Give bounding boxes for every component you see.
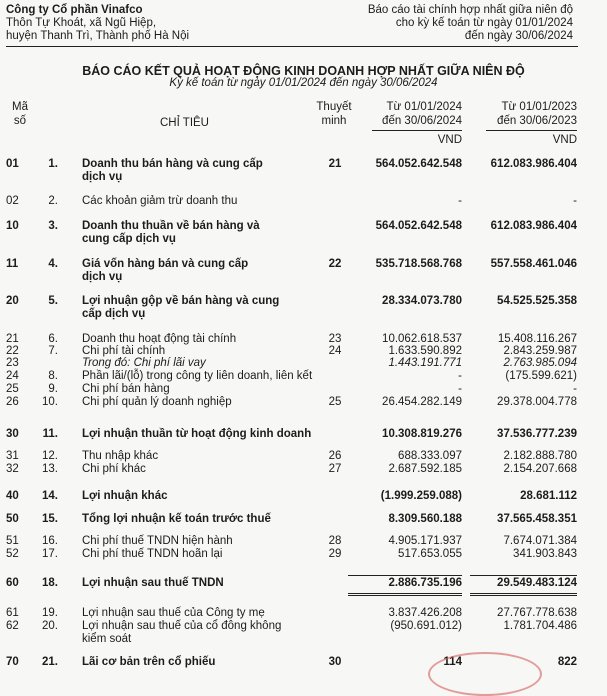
row-previous-value: 2.154.207.668 [503, 463, 577, 475]
row-description-line1: Chi phí thuế TNDN hoãn lại [82, 548, 223, 560]
row-previous-value: 29.378.004.778 [497, 396, 577, 408]
report-info [368, 4, 573, 43]
row-previous-value: 822 [557, 656, 577, 668]
row-code: 62 [6, 620, 19, 632]
row-current-value: 2.886.735.196 [388, 577, 462, 589]
row-current-value: 564.052.642.548 [375, 158, 462, 170]
col-code-line2: số [13, 115, 27, 127]
row-code: 21 [6, 333, 19, 345]
row-number: 10. [42, 396, 58, 408]
address-line-1: Thôn Tự Khoát, xã Ngũ Hiệp, [6, 17, 157, 29]
row-60-bottom-rule-previous [470, 593, 577, 596]
col-previous-header [476, 100, 577, 128]
col-current-header [362, 100, 462, 128]
row-description-line2: dịch vụ [82, 271, 123, 283]
row-current-value: 535.718.568.768 [375, 258, 462, 270]
row-description-line1: Tổng lợi nhuận kế toán trước thuế [82, 513, 271, 525]
company-stamp [428, 652, 542, 696]
row-code: 22 [6, 345, 19, 357]
report-title: BÁO CÁO KẾT QUẢ HOẠT ĐỘNG KINH DOANH HỢP NHẤT GIỮA NIÊN ĐỘ [82, 64, 525, 78]
row-description-line2: cấp dịch vụ [82, 308, 146, 320]
row-number: 9. [48, 383, 58, 395]
row-description [82, 357, 320, 370]
row-description [82, 450, 320, 463]
row-description [82, 158, 320, 184]
row-current-value: 10.062.618.537 [382, 333, 462, 345]
row-60-top-rule-current [348, 575, 462, 576]
row-code: 25 [6, 383, 19, 395]
row-note: 24 [328, 345, 342, 357]
row-description-line1: Lợi nhuận sau thuế của Công ty mẹ [82, 607, 265, 619]
row-description [82, 535, 320, 548]
row-number: 7. [48, 345, 58, 357]
row-number: 5. [48, 295, 58, 307]
row-description [82, 258, 320, 284]
row-number: 18. [42, 577, 58, 589]
row-code: 61 [6, 607, 19, 619]
col-previous-unit: VND [552, 134, 577, 146]
row-previous-value: - [573, 383, 577, 395]
row-number: 15. [42, 513, 58, 525]
row-description [82, 295, 320, 321]
col-current-unit: VND [437, 134, 462, 146]
col-current-line2: đến 30/06/2024 [382, 115, 462, 127]
row-60-top-rule-previous [470, 575, 577, 576]
row-previous-value: 612.083.986.404 [490, 220, 577, 232]
row-description-line1: Chi phí quản lý doanh nghiệp [82, 396, 232, 408]
row-previous-value: 612.083.986.404 [490, 158, 577, 170]
row-description [82, 513, 320, 526]
row-number: 6. [48, 333, 58, 345]
row-code: 01 [6, 158, 19, 170]
row-previous-value: - [573, 195, 577, 207]
row-description-line1: Phần lãi/(lỗ) trong công ty liên doanh, liên kết [82, 370, 313, 382]
row-number: 20. [42, 620, 58, 632]
row-description [82, 490, 320, 503]
row-previous-value: 7.674.071.384 [503, 535, 577, 547]
row-code: 51 [6, 535, 19, 547]
row-number: 19. [42, 607, 58, 619]
row-description-line1: Doanh thu hoạt động tài chính [82, 333, 237, 345]
row-current-value: 3.837.426.208 [388, 607, 462, 619]
row-description-line1: Chi phí khác [82, 463, 146, 475]
row-description-line1: Trong đó: Chi phí lãi vay [82, 357, 206, 369]
row-description-line1: Chi phí thuế TNDN hiện hành [82, 535, 233, 547]
row-code: 60 [6, 577, 19, 589]
row-current-value: - [458, 370, 462, 382]
col-note-line1: Thuyết [316, 101, 352, 113]
row-previous-value: 37.536.777.239 [497, 428, 577, 440]
row-previous-value: 54.525.525.358 [497, 295, 577, 307]
report-line-2: cho kỳ kế toán từ ngày 01/01/2024 [395, 17, 573, 29]
row-note: 22 [328, 258, 342, 270]
row-number: 11. [42, 428, 58, 440]
row-number: 2. [48, 195, 58, 207]
row-description-line1: Lãi cơ bản trên cổ phiếu [82, 656, 216, 668]
row-note: 21 [328, 158, 342, 170]
row-previous-value: 27.767.778.638 [497, 607, 577, 619]
row-current-value: 688.333.097 [398, 450, 462, 462]
col-note-header [306, 100, 362, 128]
row-code: 31 [6, 450, 19, 462]
row-previous-value: 557.558.461.046 [490, 258, 577, 270]
col-code-header [6, 100, 34, 128]
row-code: 52 [6, 548, 19, 560]
col-current-line1: Từ 01/01/2024 [386, 101, 462, 113]
row-number: 17. [42, 548, 58, 560]
row-current-value: 10.308.819.276 [382, 428, 462, 440]
row-description-line1: Chi phí tài chính [82, 345, 166, 357]
row-description [82, 428, 320, 441]
row-description [82, 577, 320, 590]
row-description [82, 370, 320, 383]
row-previous-value: 2.763.985.094 [503, 357, 577, 369]
row-number: 13. [42, 463, 58, 475]
row-description-line1: Doanh thu thuần về bán hàng và [82, 220, 260, 232]
row-previous-value: 29.549.483.124 [497, 577, 577, 589]
row-note: 25 [328, 396, 342, 408]
row-description [82, 195, 320, 208]
row-previous-value: 37.565.458.351 [497, 513, 577, 525]
row-number: 1. [48, 158, 58, 170]
col-previous-line2: đến 30/06/2023 [497, 115, 577, 127]
row-description [82, 463, 320, 476]
header-divider [6, 46, 578, 47]
row-note: 23 [328, 333, 342, 345]
row-previous-value: 15.408.116.267 [497, 333, 577, 345]
row-previous-value: 2.182.888.780 [503, 450, 577, 462]
row-current-value: 28.334.073.780 [382, 295, 462, 307]
row-description-line1: Chi phí bán hàng [82, 383, 170, 395]
row-description [82, 383, 320, 396]
row-description-line1: Doanh thu bán hàng và cung cấp [82, 158, 263, 170]
report-line-3: đến ngày 30/06/2024 [464, 30, 573, 42]
row-description-line1: Lợi nhuận sau thuế của cổ đông không [82, 620, 282, 632]
row-description [82, 396, 320, 409]
current-unit-rule [372, 130, 462, 131]
row-current-value: 517.653.055 [398, 548, 462, 560]
row-code: 40 [6, 490, 19, 502]
row-number: 14. [42, 490, 58, 502]
company-info [6, 4, 189, 43]
row-description-line1: Lợi nhuận khác [82, 490, 168, 502]
row-description-line1: Lợi nhuận thuần từ hoạt động kinh doanh [82, 428, 312, 440]
company-name: Công ty Cổ phần Vinafco [6, 4, 143, 16]
row-code: 20 [6, 295, 19, 307]
row-description [82, 656, 320, 669]
previous-unit-rule [486, 130, 577, 131]
row-current-value: 1.443.191.771 [388, 357, 462, 369]
row-previous-value: 341.903.843 [513, 548, 577, 560]
row-note: 29 [328, 548, 342, 560]
row-current-value: 114 [443, 656, 462, 668]
row-code: 24 [6, 370, 19, 382]
row-code: 23 [6, 357, 19, 369]
row-current-value: 2.687.592.185 [388, 463, 462, 475]
row-current-value: - [458, 195, 462, 207]
row-note: 30 [328, 656, 342, 668]
row-code: 70 [6, 656, 19, 668]
row-note: 26 [328, 450, 342, 462]
row-current-value: - [458, 383, 462, 395]
row-current-value: 1.633.590.892 [388, 345, 462, 357]
row-previous-value: 1.781.704.486 [503, 620, 577, 632]
row-current-value: (1.999.259.088) [380, 490, 462, 502]
row-number: 21. [42, 656, 58, 668]
row-code: 02 [6, 195, 19, 207]
row-code: 50 [6, 513, 19, 525]
col-indicator-header: CHỈ TIÊU [160, 117, 209, 129]
row-previous-value: 28.681.112 [520, 490, 577, 502]
row-description-line1: Lợi nhuận sau thuế TNDN [82, 577, 224, 589]
row-note: 28 [328, 535, 342, 547]
row-previous-value: (175.599.621) [505, 370, 577, 382]
row-number: 3. [48, 220, 58, 232]
row-code: 11 [6, 258, 19, 270]
row-description [82, 548, 320, 561]
row-description [82, 607, 320, 620]
row-number: 12. [42, 450, 58, 462]
row-current-value: 26.454.282.149 [382, 396, 462, 408]
row-current-value: 4.905.171.937 [388, 535, 462, 547]
row-current-value: 8.309.560.188 [388, 513, 462, 525]
report-subtitle: Kỳ kế toán từ ngày 01/01/2024 đến ngày 30/06/2024 [169, 77, 438, 89]
row-description-line1: Lợi nhuận gộp về bán hàng và cung [82, 295, 280, 307]
row-note: 27 [328, 463, 342, 475]
row-code: 10 [6, 220, 19, 232]
row-60-bottom-rule-current [348, 593, 462, 596]
address-line-2: huyện Thanh Trì, Thành phố Hà Nội [6, 30, 190, 42]
report-line-1: Báo cáo tài chính hợp nhất giữa niên độ [367, 4, 573, 16]
row-description [82, 620, 320, 646]
row-description-line2: dịch vụ [82, 171, 123, 183]
col-note-line2: minh [321, 115, 347, 127]
row-number: 8. [48, 370, 58, 382]
row-description-line1: Thu nhập khác [82, 450, 159, 462]
row-current-value: 564.052.642.548 [375, 220, 462, 232]
row-code: 30 [6, 428, 19, 440]
row-description-line2: cung cấp dịch vụ [82, 233, 176, 245]
row-code: 26 [6, 396, 19, 408]
row-number: 4. [48, 258, 58, 270]
row-previous-value: 2.843.259.987 [503, 345, 577, 357]
col-code-line1: Mã [12, 101, 28, 113]
row-description [82, 220, 320, 246]
row-description-line1: Các khoản giảm trừ doanh thu [82, 195, 238, 207]
row-description-line1: Giá vốn hàng bán và cung cấp [82, 258, 249, 270]
row-current-value: (950.691.012) [390, 620, 462, 632]
row-description-line2: kiểm soát [82, 633, 132, 645]
row-code: 32 [6, 463, 19, 475]
col-previous-line1: Từ 01/01/2023 [501, 101, 577, 113]
row-number: 16. [42, 535, 58, 547]
